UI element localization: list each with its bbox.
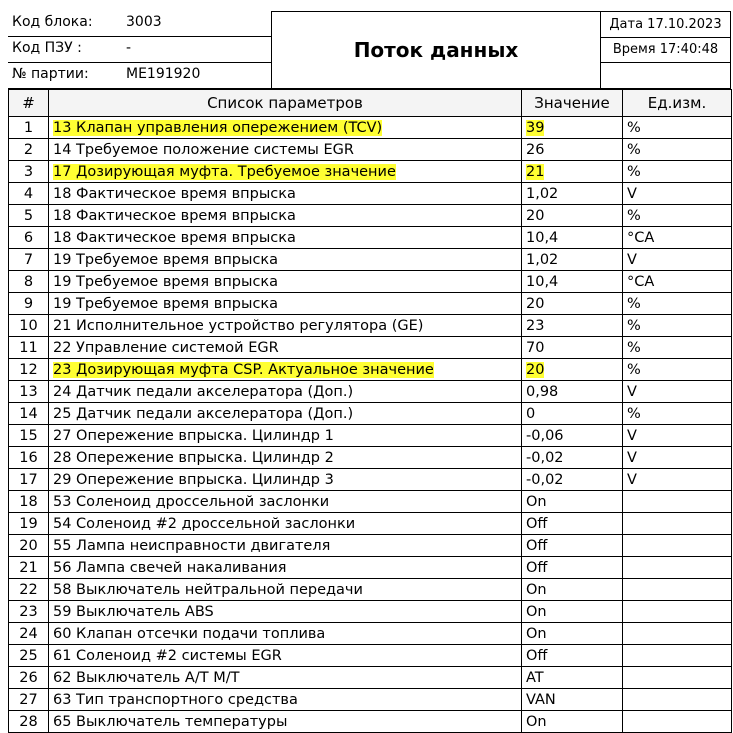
parameter-unit: % bbox=[627, 405, 641, 422]
table-row bbox=[9, 469, 732, 491]
parameter-name: 17 Дозирующая муфта. Требуемое значение bbox=[53, 163, 396, 180]
table-row bbox=[9, 139, 732, 161]
parameter-value: -0,06 bbox=[526, 427, 564, 444]
parameter-value-cell bbox=[522, 557, 623, 579]
row-number: 5 bbox=[23, 207, 34, 224]
parameter-value-cell bbox=[522, 513, 623, 535]
parameter-value-cell bbox=[522, 359, 623, 381]
parameter-unit-cell bbox=[623, 337, 732, 359]
parameter-name-cell bbox=[49, 623, 522, 645]
table-row bbox=[9, 425, 732, 447]
row-number: 27 bbox=[19, 691, 38, 708]
parameter-value: 0,98 bbox=[526, 383, 559, 400]
parameter-value-cell bbox=[522, 249, 623, 271]
batch-row bbox=[8, 63, 271, 88]
row-number-cell bbox=[9, 161, 49, 183]
parameter-unit-cell bbox=[623, 469, 732, 491]
parameter-value: Off bbox=[526, 537, 548, 554]
row-number: 21 bbox=[19, 559, 38, 576]
parameter-unit-cell bbox=[623, 491, 732, 513]
parameter-unit: % bbox=[627, 119, 641, 136]
row-number: 12 bbox=[19, 361, 38, 378]
parameter-unit: V bbox=[627, 427, 637, 444]
parameter-name-cell bbox=[49, 315, 522, 337]
row-number-cell bbox=[9, 227, 49, 249]
block-code-label: Код блока: bbox=[12, 14, 93, 30]
row-number: 8 bbox=[23, 273, 34, 290]
parameter-value: On bbox=[526, 713, 547, 730]
parameter-value-cell bbox=[522, 315, 623, 337]
parameter-value-cell bbox=[522, 293, 623, 315]
parameter-name: 55 Лампа неисправности двигателя bbox=[53, 537, 331, 554]
table-body bbox=[9, 117, 732, 733]
parameter-name-cell bbox=[49, 645, 522, 667]
table-row bbox=[9, 117, 732, 139]
table-row bbox=[9, 557, 732, 579]
parameter-value-cell bbox=[522, 337, 623, 359]
parameter-name: 18 Фактическое время впрыска bbox=[53, 229, 296, 246]
table-row bbox=[9, 667, 732, 689]
table-row bbox=[9, 337, 732, 359]
report-date: Дата 17.10.2023 bbox=[601, 11, 730, 38]
row-number-cell bbox=[9, 271, 49, 293]
row-number: 28 bbox=[19, 713, 38, 730]
parameter-name-cell bbox=[49, 469, 522, 491]
table-row bbox=[9, 359, 732, 381]
row-number-cell bbox=[9, 667, 49, 689]
parameter-name-cell bbox=[49, 271, 522, 293]
parameter-value-cell bbox=[522, 425, 623, 447]
row-number-cell bbox=[9, 513, 49, 535]
row-number: 4 bbox=[23, 185, 34, 202]
row-number: 25 bbox=[19, 647, 38, 664]
parameter-unit-cell bbox=[623, 161, 732, 183]
parameter-unit-cell bbox=[623, 271, 732, 293]
parameter-value-cell bbox=[522, 447, 623, 469]
parameter-unit: V bbox=[627, 449, 637, 466]
parameter-name-cell bbox=[49, 183, 522, 205]
parameter-name: 19 Требуемое время впрыска bbox=[53, 273, 279, 290]
parameter-value-cell bbox=[522, 579, 623, 601]
row-number-cell bbox=[9, 183, 49, 205]
parameter-unit-cell bbox=[623, 689, 732, 711]
table-row bbox=[9, 689, 732, 711]
parameter-name-cell bbox=[49, 513, 522, 535]
parameter-name: 22 Управление системой EGR bbox=[53, 339, 279, 356]
parameter-name: 29 Опережение впрыска. Цилиндр 3 bbox=[53, 471, 334, 488]
rom-code-row bbox=[8, 37, 271, 63]
parameter-unit-cell bbox=[623, 183, 732, 205]
parameter-name: 62 Выключатель A/T M/T bbox=[53, 669, 240, 686]
row-number-cell bbox=[9, 139, 49, 161]
page-title: Поток данных bbox=[272, 11, 600, 88]
parameter-value-cell bbox=[522, 711, 623, 733]
table-row bbox=[9, 293, 732, 315]
parameter-unit-cell bbox=[623, 227, 732, 249]
row-number: 16 bbox=[19, 449, 38, 466]
parameter-name: 28 Опережение впрыска. Цилиндр 2 bbox=[53, 449, 334, 466]
parameter-name-cell bbox=[49, 359, 522, 381]
parameter-unit-cell bbox=[623, 645, 732, 667]
parameter-value: On bbox=[526, 493, 547, 510]
column-header-value: Значение bbox=[522, 90, 623, 117]
row-number-cell bbox=[9, 469, 49, 491]
table-row bbox=[9, 535, 732, 557]
parameter-unit: V bbox=[627, 251, 637, 268]
parameter-unit-cell bbox=[623, 667, 732, 689]
parameter-value: Off bbox=[526, 559, 548, 576]
batch-label: № партии: bbox=[12, 66, 89, 82]
parameter-name-cell bbox=[49, 139, 522, 161]
parameter-name: 65 Выключатель температуры bbox=[53, 713, 288, 730]
parameter-name-cell bbox=[49, 535, 522, 557]
parameter-unit: % bbox=[627, 163, 641, 180]
row-number-cell bbox=[9, 645, 49, 667]
table-row bbox=[9, 403, 732, 425]
header-empty-cell bbox=[601, 63, 730, 87]
parameter-name-cell bbox=[49, 447, 522, 469]
table-row bbox=[9, 381, 732, 403]
parameter-value: On bbox=[526, 603, 547, 620]
parameter-unit-cell bbox=[623, 139, 732, 161]
parameter-unit-cell bbox=[623, 447, 732, 469]
column-header-number: # bbox=[9, 90, 49, 117]
row-number: 14 bbox=[19, 405, 38, 422]
row-number: 10 bbox=[19, 317, 38, 334]
row-number-cell bbox=[9, 535, 49, 557]
row-number: 2 bbox=[23, 141, 34, 158]
row-number-cell bbox=[9, 205, 49, 227]
rom-code-label: Код ПЗУ : bbox=[12, 40, 82, 56]
parameter-unit-cell bbox=[623, 117, 732, 139]
parameter-name-cell bbox=[49, 601, 522, 623]
parameter-value-cell bbox=[522, 535, 623, 557]
parameter-value: Off bbox=[526, 515, 548, 532]
row-number-cell bbox=[9, 117, 49, 139]
parameter-value: -0,02 bbox=[526, 471, 564, 488]
row-number-cell bbox=[9, 623, 49, 645]
parameter-unit-cell bbox=[623, 315, 732, 337]
parameter-name-cell bbox=[49, 161, 522, 183]
table-header-row bbox=[9, 90, 732, 117]
table-row bbox=[9, 249, 732, 271]
parameter-value-cell bbox=[522, 183, 623, 205]
table-row bbox=[9, 645, 732, 667]
parameter-unit-cell bbox=[623, 513, 732, 535]
parameter-value-cell bbox=[522, 161, 623, 183]
header-info-block bbox=[8, 11, 272, 88]
parameter-name: 19 Требуемое время впрыска bbox=[53, 295, 279, 312]
table-row bbox=[9, 447, 732, 469]
row-number: 1 bbox=[23, 119, 34, 136]
parameter-name: 14 Требуемое положение системы EGR bbox=[53, 141, 354, 158]
row-number-cell bbox=[9, 557, 49, 579]
parameter-value-cell bbox=[522, 623, 623, 645]
parameter-value-cell bbox=[522, 139, 623, 161]
parameter-value-cell bbox=[522, 117, 623, 139]
row-number-cell bbox=[9, 601, 49, 623]
parameter-value-cell bbox=[522, 469, 623, 491]
row-number: 23 bbox=[19, 603, 38, 620]
parameter-unit: % bbox=[627, 317, 641, 334]
row-number: 7 bbox=[23, 251, 34, 268]
parameter-name-cell bbox=[49, 711, 522, 733]
table-row bbox=[9, 579, 732, 601]
row-number-cell bbox=[9, 403, 49, 425]
parameter-value-cell bbox=[522, 667, 623, 689]
parameter-unit: °CA bbox=[627, 273, 655, 290]
parameter-name: 54 Соленоид #2 дроссельной заслонки bbox=[53, 515, 356, 532]
parameter-name: 58 Выключатель нейтральной передачи bbox=[53, 581, 363, 598]
parameter-value-cell bbox=[522, 645, 623, 667]
parameter-value: 1,02 bbox=[526, 251, 559, 268]
row-number-cell bbox=[9, 315, 49, 337]
parameter-unit-cell bbox=[623, 425, 732, 447]
parameter-unit-cell bbox=[623, 403, 732, 425]
table-row bbox=[9, 161, 732, 183]
parameter-name-cell bbox=[49, 491, 522, 513]
table-row bbox=[9, 315, 732, 337]
row-number: 18 bbox=[19, 493, 38, 510]
parameter-name-cell bbox=[49, 249, 522, 271]
parameter-name: 60 Клапан отсечки подачи топлива bbox=[53, 625, 326, 642]
parameter-name-cell bbox=[49, 579, 522, 601]
row-number: 15 bbox=[19, 427, 38, 444]
parameter-value: 10,4 bbox=[526, 229, 559, 246]
parameter-name: 61 Соленоид #2 системы EGR bbox=[53, 647, 282, 664]
parameter-unit: V bbox=[627, 185, 637, 202]
table-row bbox=[9, 623, 732, 645]
parameter-value: 70 bbox=[526, 339, 545, 356]
parameter-unit: °CA bbox=[627, 229, 655, 246]
parameter-name-cell bbox=[49, 425, 522, 447]
parameter-value-cell bbox=[522, 205, 623, 227]
table-row bbox=[9, 711, 732, 733]
parameter-value: 39 bbox=[526, 119, 545, 136]
parameter-name: 59 Выключатель ABS bbox=[53, 603, 214, 620]
parameter-value-cell bbox=[522, 689, 623, 711]
parameter-value: 26 bbox=[526, 141, 545, 158]
row-number-cell bbox=[9, 381, 49, 403]
parameter-value: On bbox=[526, 581, 547, 598]
parameter-unit-cell bbox=[623, 535, 732, 557]
row-number-cell bbox=[9, 579, 49, 601]
parameter-value: 20 bbox=[526, 295, 545, 312]
parameter-name-cell bbox=[49, 337, 522, 359]
parameter-name: 23 Дозирующая муфта CSP. Актуальное значение bbox=[53, 361, 434, 378]
row-number-cell bbox=[9, 337, 49, 359]
table-row bbox=[9, 491, 732, 513]
parameter-unit: % bbox=[627, 339, 641, 356]
row-number: 3 bbox=[23, 163, 34, 180]
parameter-value: 23 bbox=[526, 317, 545, 334]
parameter-name: 63 Тип транспортного средства bbox=[53, 691, 298, 708]
row-number: 6 bbox=[23, 229, 34, 246]
table-row bbox=[9, 205, 732, 227]
block-code-value: 3003 bbox=[126, 14, 162, 30]
parameter-value: 20 bbox=[526, 361, 545, 378]
parameter-name: 21 Исполнительное устройство регулятора (GE) bbox=[53, 317, 424, 334]
parameter-unit-cell bbox=[623, 601, 732, 623]
header-datetime-block bbox=[600, 11, 731, 88]
row-number-cell bbox=[9, 425, 49, 447]
parameter-value-cell bbox=[522, 227, 623, 249]
parameter-name: 25 Датчик педали акселератора (Доп.) bbox=[53, 405, 354, 422]
parameter-name: 13 Клапан управления опережением (TCV) bbox=[53, 119, 383, 136]
report-header bbox=[8, 11, 731, 89]
parameter-unit-cell bbox=[623, 579, 732, 601]
parameter-name-cell bbox=[49, 117, 522, 139]
parameter-name-cell bbox=[49, 403, 522, 425]
table-row bbox=[9, 601, 732, 623]
parameter-unit: V bbox=[627, 471, 637, 488]
row-number-cell bbox=[9, 447, 49, 469]
parameter-name-cell bbox=[49, 557, 522, 579]
parameter-unit: % bbox=[627, 141, 641, 158]
parameter-value: On bbox=[526, 625, 547, 642]
parameter-name: 24 Датчик педали акселератора (Доп.) bbox=[53, 383, 354, 400]
column-header-unit: Ед.изм. bbox=[623, 90, 732, 117]
parameter-unit-cell bbox=[623, 293, 732, 315]
block-code-row bbox=[8, 11, 271, 37]
parameter-value: 0 bbox=[526, 405, 536, 422]
parameter-unit-cell bbox=[623, 249, 732, 271]
parameter-unit-cell bbox=[623, 205, 732, 227]
parameter-value: -0,02 bbox=[526, 449, 564, 466]
row-number: 24 bbox=[19, 625, 38, 642]
table-row bbox=[9, 513, 732, 535]
row-number: 11 bbox=[19, 339, 38, 356]
parameter-name: 56 Лампа свечей накаливания bbox=[53, 559, 287, 576]
row-number: 22 bbox=[19, 581, 38, 598]
parameter-value-cell bbox=[522, 403, 623, 425]
parameter-name: 19 Требуемое время впрыска bbox=[53, 251, 279, 268]
parameter-unit: V bbox=[627, 383, 637, 400]
row-number-cell bbox=[9, 491, 49, 513]
row-number-cell bbox=[9, 711, 49, 733]
table-row bbox=[9, 271, 732, 293]
parameter-name-cell bbox=[49, 689, 522, 711]
parameter-name-cell bbox=[49, 205, 522, 227]
parameter-value: 1,02 bbox=[526, 185, 559, 202]
parameter-unit-cell bbox=[623, 623, 732, 645]
parameter-name-cell bbox=[49, 293, 522, 315]
parameter-name: 18 Фактическое время впрыска bbox=[53, 185, 296, 202]
rom-code-value: - bbox=[126, 40, 132, 56]
parameter-unit-cell bbox=[623, 359, 732, 381]
row-number: 17 bbox=[19, 471, 38, 488]
parameter-name: 53 Соленоид дроссельной заслонки bbox=[53, 493, 330, 510]
row-number-cell bbox=[9, 689, 49, 711]
table-row bbox=[9, 183, 732, 205]
row-number: 26 bbox=[19, 669, 38, 686]
report-time: Время 17:40:48 bbox=[601, 37, 730, 63]
parameter-unit: % bbox=[627, 295, 641, 312]
parameter-name-cell bbox=[49, 227, 522, 249]
parameter-value: VAN bbox=[526, 691, 556, 708]
data-stream-table bbox=[8, 89, 732, 733]
column-header-parameters: Список параметров bbox=[49, 90, 522, 117]
parameter-unit: % bbox=[627, 361, 641, 378]
parameter-name-cell bbox=[49, 667, 522, 689]
row-number-cell bbox=[9, 359, 49, 381]
parameter-unit-cell bbox=[623, 711, 732, 733]
parameter-value-cell bbox=[522, 271, 623, 293]
parameter-unit: % bbox=[627, 207, 641, 224]
parameter-value-cell bbox=[522, 601, 623, 623]
parameter-unit-cell bbox=[623, 381, 732, 403]
parameter-value: Off bbox=[526, 647, 548, 664]
row-number: 13 bbox=[19, 383, 38, 400]
table-row bbox=[9, 227, 732, 249]
row-number: 20 bbox=[19, 537, 38, 554]
parameter-value: 21 bbox=[526, 163, 545, 180]
parameter-value: 10,4 bbox=[526, 273, 559, 290]
parameter-unit-cell bbox=[623, 557, 732, 579]
parameter-value-cell bbox=[522, 491, 623, 513]
row-number-cell bbox=[9, 293, 49, 315]
parameter-value-cell bbox=[522, 381, 623, 403]
parameter-value: 20 bbox=[526, 207, 545, 224]
parameter-value: AT bbox=[526, 669, 544, 686]
parameter-name: 27 Опережение впрыска. Цилиндр 1 bbox=[53, 427, 334, 444]
row-number-cell bbox=[9, 249, 49, 271]
parameter-name-cell bbox=[49, 381, 522, 403]
batch-value: ME191920 bbox=[126, 66, 201, 82]
parameter-name: 18 Фактическое время впрыска bbox=[53, 207, 296, 224]
row-number: 9 bbox=[23, 295, 34, 312]
row-number: 19 bbox=[19, 515, 38, 532]
